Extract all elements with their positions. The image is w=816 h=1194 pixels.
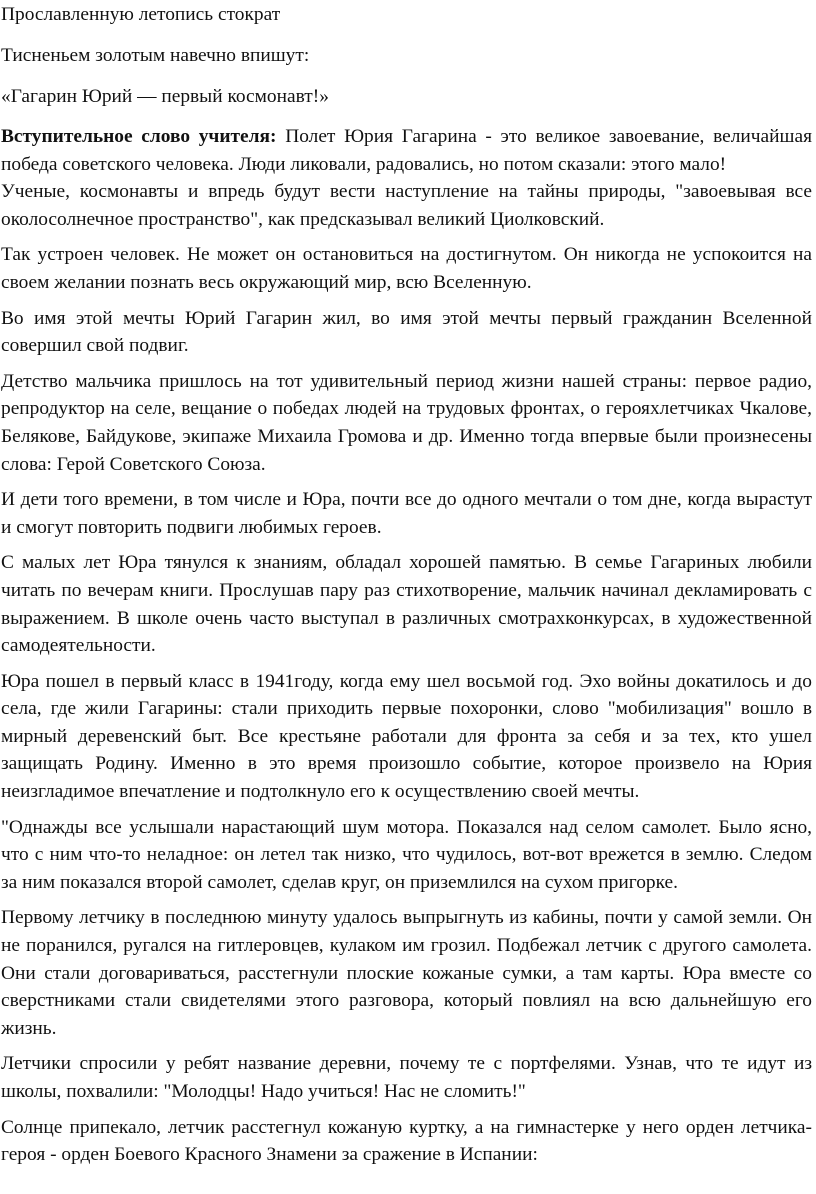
paragraph-6: С малых лет Юра тянулся к знаниям, обладал хорошей памятью. В семье Гагариных любили читать по вечерам книги. Прослушав пару раз стихотворение, мальчик начинал декламировать с выражением. В школе очень часто выступал в различных смотрахконкурсах, в художественной самодеятельности.: [1, 552, 812, 657]
poem-line-3: «Гагарин Юрий — первый космонавт!»: [1, 86, 329, 107]
paragraph-11: Солнце припекало, летчик расстегнул кожаную куртку, а на гимнастерке у него орден летчика-героя - орден Боевого Красного Знамени за сражение в Испании:: [1, 1116, 812, 1166]
intro-lead: Вступительное слово учителя:: [1, 126, 277, 147]
paragraph-8: "Однажды все услышали нарастающий шум мотора. Показался над селом самолет. Было ясно, что с ним что-то неладное: он летел так низко, что чудилось, вот-вот врежется в землю. Следом за ним показался второй самолет, сделав круг, он приземлился на сухом пригорке.: [1, 816, 812, 893]
paragraph-10: Летчики спросили у ребят название деревни, почему те с портфелями. Узнав, что те идут из школы, похвалили: "Молодцы! Надо учиться! Нас не сломить!": [1, 1053, 812, 1102]
paragraph-3: Во имя этой мечты Юрий Гагарин жил, во имя этой мечты первый гражданин Вселенной совершил свой подвиг.: [1, 307, 812, 357]
paragraph-2: Так устроен человек. Не может он остановиться на достигнутом. Он никогда не успокоится на своем желании познать весь окружающий мир, всю Вселенную.: [1, 244, 812, 293]
paragraph-7: Юра пошел в первый класс в 1941году, когда ему шел восьмой год. Эхо войны докатилось и до села, где жили Гагарины: стали приходить первые похоронки, слово "мобилизация" вошло в мирный деревенский быт. Все крестьяне работали для фронта за себя и за тех, кто ушел защищать Родину. Именно в это время произошло событие, которое произвело на Юрия неизгладимое впечатление и подтолкнуло его к осуществлению своей мечты.: [1, 670, 812, 803]
paragraph-9: Первому летчику в последнюю минуту удалось выпрыгнуть из кабины, почти у самой земли. Он не поранился, ругался на гитлеровцев, кулаком им грозил. Подбежал летчик с другого самолета. Они стали договариваться, расстегнули плоские кожаные сумки, а там карты. Юра вместе со сверстниками стали свидетелями этого разговора, который повлиял на всю дальнейшую его жизнь.: [1, 907, 812, 1039]
poem-line-1: Прославленную летопись стократ: [1, 4, 281, 25]
paragraph-4: Детство мальчика пришлось на тот удивительный период жизни нашей страны: первое радио, репродуктор на селе, вещание о победах людей на трудовых фронтах, о герояхлетчиках Чкалове, Белякове, Байдукове, экипаже Михаила Громова и др. Именно тогда впервые были произнесены слова: Герой Советского Союза.: [1, 370, 812, 475]
intro-text: Полет Юрия Гагарина - это великое завоевание, величайшая победа советского человека. Люди ликовали, радовались, но потом сказали: этого мало!: [1, 126, 812, 175]
paragraph-1: Ученые, космонавты и впредь будут вести наступление на тайны природы, "завоевывая все околосолнечное пространство", как предсказывал великий Циолковский.: [1, 181, 812, 230]
paragraph-5: И дети того времени, в том числе и Юра, почти все до одного мечтали о том дне, когда вырастут и смогут повторить подвиги любимых героев.: [1, 489, 812, 538]
poem-line-2: Тисненьем золотым навечно впишут:: [1, 45, 310, 66]
intro-paragraph: [1, 123, 812, 178]
